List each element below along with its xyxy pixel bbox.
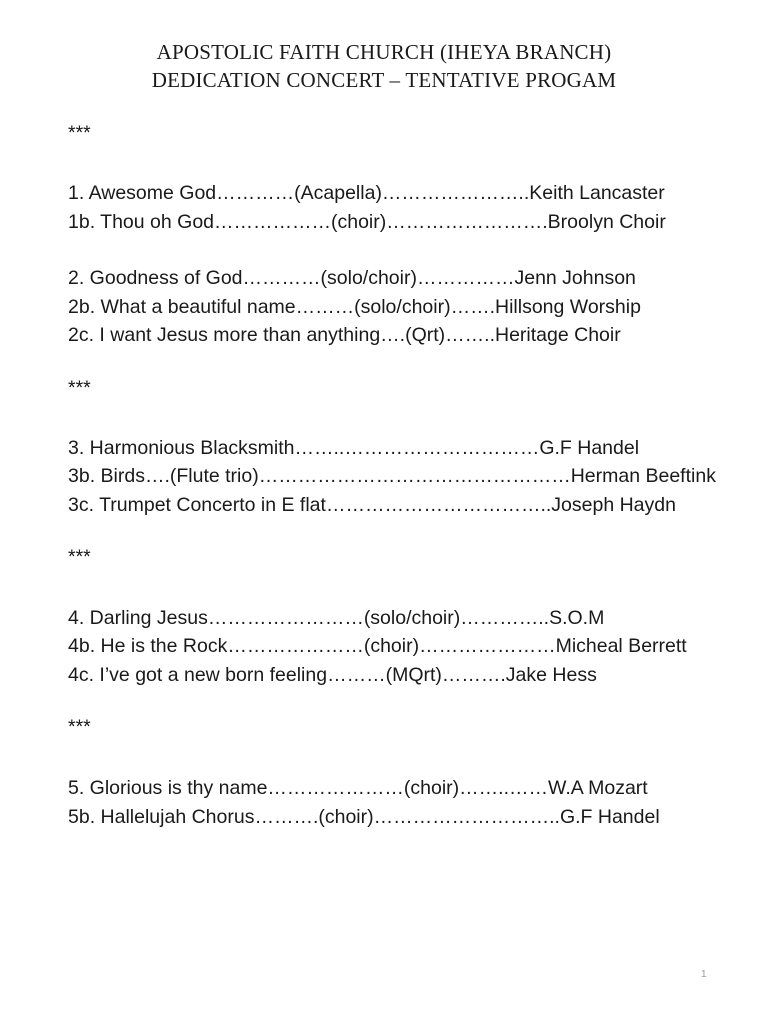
program-item-2: 2. Goodness of God…………(solo/choir)……………Jenn Johnson: [68, 267, 636, 289]
program-item-1: 1. Awesome God…………(Acapella)…………………..Keith Lancaster: [68, 182, 665, 204]
program-item-5b: 5b. Hallelujah Chorus……….(choir)………………………..G.F Handel: [68, 806, 660, 828]
program-item-4c: 4c. I’ve got a new born feeling………(MQrt)……….Jake Hess: [68, 664, 597, 686]
page-number: 1: [701, 969, 707, 980]
section-separator: ***: [68, 546, 91, 568]
program-item-3b: 3b. Birds….(Flute trio)…………………………………………Herman Beeftink: [68, 465, 716, 487]
church-title: APOSTOLIC FAITH CHURCH (IHEYA BRANCH): [156, 40, 612, 64]
program-item-2b: 2b. What a beautiful name………(solo/choir)…….Hillsong Worship: [68, 296, 641, 318]
program-item-1b: 1b. Thou oh God………………(choir)…………………….Broolyn Choir: [68, 211, 666, 233]
section-separator: ***: [68, 377, 91, 399]
program-item-4b: 4b. He is the Rock…………………(choir)…………………Micheal Berrett: [68, 635, 687, 657]
program-item-3c: 3c. Trumpet Concerto in E flat……………………………..Joseph Haydn: [68, 494, 676, 516]
program-item-3: 3. Harmonious Blacksmith……..…………………………G.F Handel: [68, 437, 640, 459]
program-item-5: 5. Glorious is thy name…………………(choir)……..……W.A Mozart: [68, 777, 648, 799]
section-separator: ***: [68, 122, 91, 144]
concert-title: DEDICATION CONCERT – TENTATIVE PROGAM: [151, 68, 617, 92]
program-item-2c: 2c. I want Jesus more than anything….(Qrt)……..Heritage Choir: [68, 324, 621, 346]
program-item-4: 4. Darling Jesus……………………(solo/choir)…………..S.O.M: [68, 607, 605, 629]
section-separator: ***: [68, 716, 91, 738]
